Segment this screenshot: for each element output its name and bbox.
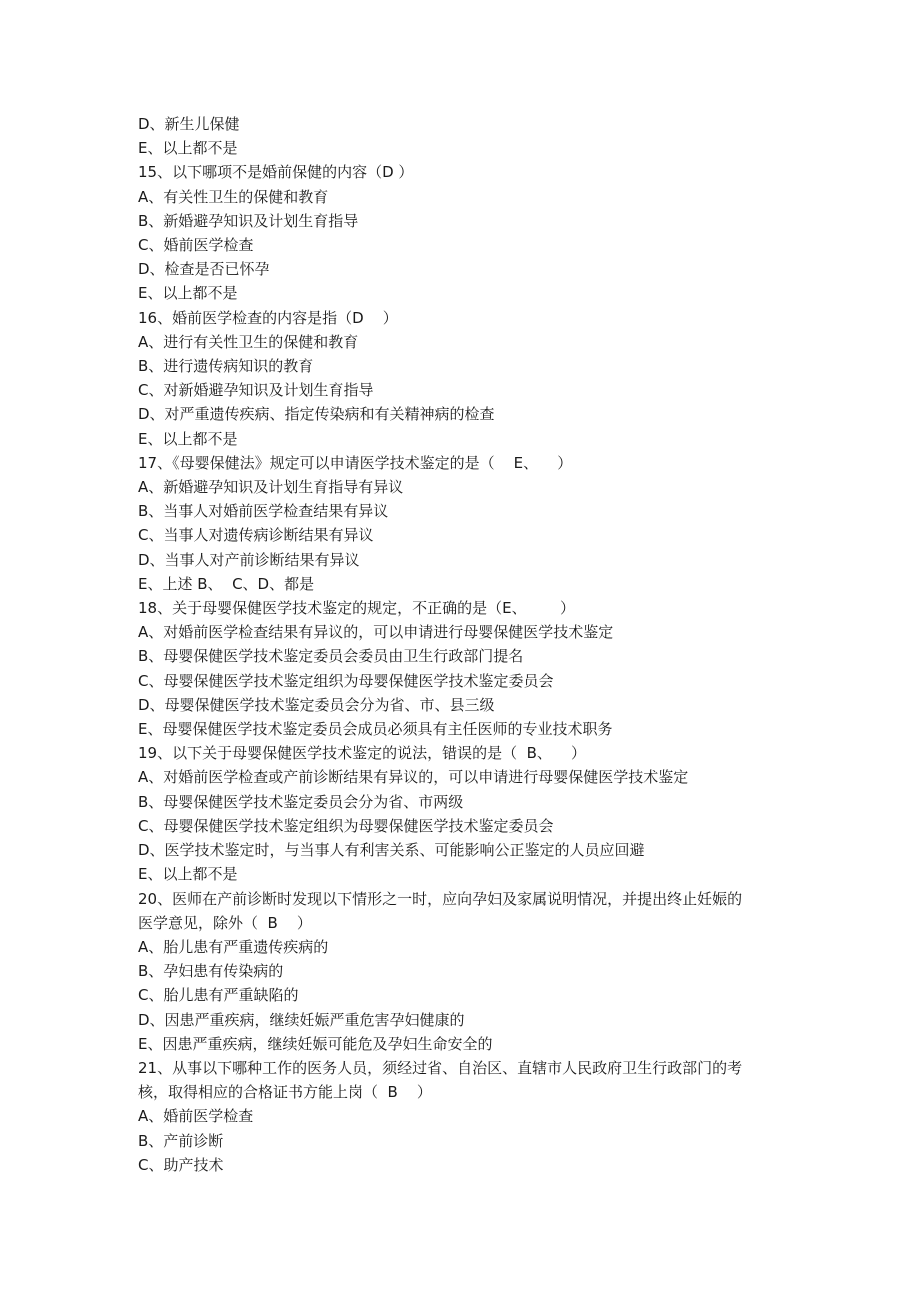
option-line: A、新婚避孕知识及计划生育指导有异议 xyxy=(138,478,404,497)
option-line: C、当事人对遗传病诊断结果有异议 xyxy=(138,526,374,545)
option-line: E、上述 B、 C、D、都是 xyxy=(138,574,315,593)
question-line: 15、以下哪项不是婚前保健的内容（D ） xyxy=(138,163,414,182)
option-line: D、检查是否已怀孕 xyxy=(138,260,270,279)
option-line: B、产前诊断 xyxy=(138,1131,224,1150)
document-body xyxy=(138,112,788,1177)
option-line: B、孕妇患有传染病的 xyxy=(138,962,284,981)
question-line: 21、从事以下哪种工作的医务人员，须经过省、自治区、直辖市人民政府卫生行政部门的考 xyxy=(138,1058,743,1077)
question-line: 16、婚前医学检查的内容是指（D ） xyxy=(138,308,398,327)
option-line: D、母婴保健医学技术鉴定委员会分为省、市、县三级 xyxy=(138,695,495,714)
option-line: B、当事人对婚前医学检查结果有异议 xyxy=(138,502,389,521)
option-line: C、胎儿患有严重缺陷的 xyxy=(138,986,299,1005)
question-line-continued: 医学意见，除外（ B ） xyxy=(138,913,312,932)
option-line: E、因患严重疾病，继续妊娠可能危及孕妇生命安全的 xyxy=(138,1034,493,1053)
option-line: A、胎儿患有严重遗传疾病的 xyxy=(138,937,329,956)
option-line: D、医学技术鉴定时，与当事人有利害关系、可能影响公正鉴定的人员应回避 xyxy=(138,841,645,860)
option-line: A、婚前医学检查 xyxy=(138,1107,254,1126)
option-line: C、助产技术 xyxy=(138,1155,224,1174)
question-line: 17、《母婴保健法》规定可以申请医学技术鉴定的是（ E、 ） xyxy=(138,453,573,472)
option-line: C、婚前医学检查 xyxy=(138,236,254,255)
question-line: 18、关于母婴保健医学技术鉴定的规定，不正确的是（E、 ） xyxy=(138,599,575,618)
question-line: 20、医师在产前诊断时发现以下情形之一时，应向孕妇及家属说明情况，并提出终止妊娠的 xyxy=(138,889,743,908)
option-line: C、母婴保健医学技术鉴定组织为母婴保健医学技术鉴定委员会 xyxy=(138,816,554,835)
question-line-continued: 核，取得相应的合格证书方能上岗（ B ） xyxy=(138,1083,432,1102)
option-line: E、以上都不是 xyxy=(138,865,238,884)
option-line: D、对严重遗传疾病、指定传染病和有关精神病的检查 xyxy=(138,405,495,424)
option-line: E、以上都不是 xyxy=(138,139,238,158)
option-line: A、有关性卫生的保健和教育 xyxy=(138,187,329,206)
option-line: A、对婚前医学检查结果有异议的，可以申请进行母婴保健医学技术鉴定 xyxy=(138,623,614,642)
option-line: B、母婴保健医学技术鉴定委员会委员由卫生行政部门提名 xyxy=(138,647,524,666)
option-line: D、因患严重疾病，继续妊娠严重危害孕妇健康的 xyxy=(138,1010,465,1029)
option-line: E、以上都不是 xyxy=(138,429,238,448)
option-line: E、以上都不是 xyxy=(138,284,238,303)
option-line: B、进行遗传病知识的教育 xyxy=(138,357,314,376)
option-line: C、母婴保健医学技术鉴定组织为母婴保健医学技术鉴定委员会 xyxy=(138,671,554,690)
option-line: C、对新婚避孕知识及计划生育指导 xyxy=(138,381,374,400)
option-line: A、进行有关性卫生的保健和教育 xyxy=(138,332,359,351)
option-line: D、当事人对产前诊断结果有异议 xyxy=(138,550,360,569)
option-line: E、母婴保健医学技术鉴定委员会成员必须具有主任医师的专业技术职务 xyxy=(138,720,613,739)
option-line: A、对婚前医学检查或产前诊断结果有异议的，可以申请进行母婴保健医学技术鉴定 xyxy=(138,768,689,787)
option-line: B、新婚避孕知识及计划生育指导 xyxy=(138,211,359,230)
option-line: D、新生儿保健 xyxy=(138,115,240,133)
option-line: B、母婴保健医学技术鉴定委员会分为省、市两级 xyxy=(138,792,464,811)
question-line: 19、以下关于母婴保健医学技术鉴定的说法，错误的是（ B、 ） xyxy=(138,744,586,763)
